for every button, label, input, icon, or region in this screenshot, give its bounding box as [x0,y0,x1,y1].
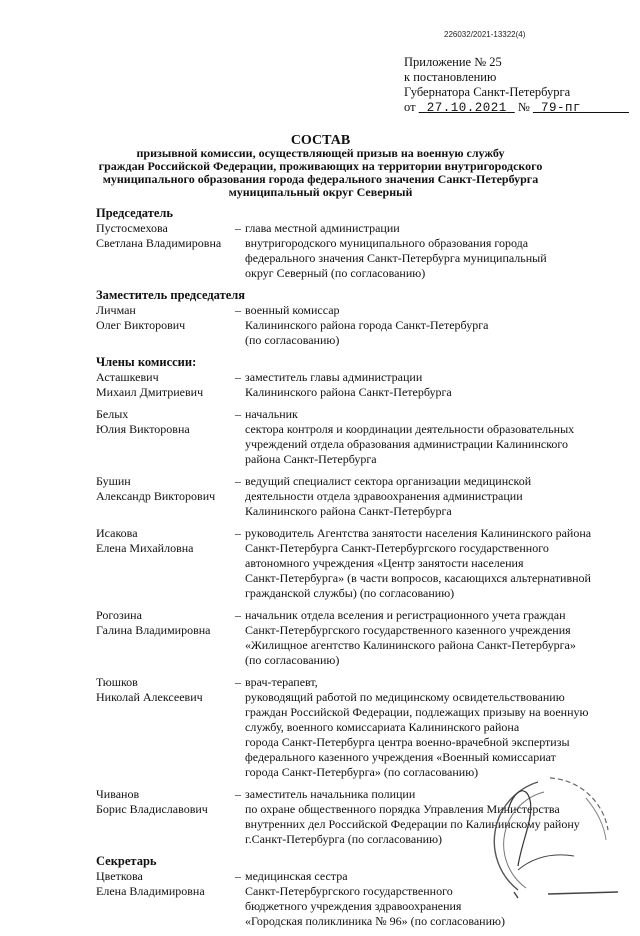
member-position-line: Калининского района Санкт-Петербурга [245,504,452,518]
member-position-line: граждан Российской Федерации, подлежащих призыву на военную [245,705,589,719]
member-position-line: Санкт-Петербурга Санкт-Петербургского государственного [245,541,549,555]
member-position [245,526,616,601]
member-position-line: медицинская сестра [245,869,348,883]
member-position [245,221,616,281]
member-row [96,675,616,780]
decree-number-value: 79-пг [540,101,581,115]
member-position-line: внутригородского муниципального образования города [245,236,529,250]
member-row [96,303,616,348]
member-position-line: города Санкт-Петербурга» (по согласованию) [245,765,479,779]
member-position-line: округ Северный (по согласованию) [245,266,426,280]
member-name-line: Пустосмехова [96,221,168,235]
member-position-line: (по согласованию) [245,333,340,347]
appendix-number: Приложение № 25 [404,55,502,69]
member-name [96,303,231,348]
member-position [245,303,616,348]
section-heading-deputy: Заместитель председателя [96,288,246,302]
member-position-line: Санкт-Петербургского государственного казенного учреждения [245,623,571,637]
member-position-line: автономного учреждения «Центр занятости населения [245,556,524,570]
member-row [96,526,616,601]
member-row [96,474,616,519]
dash-separator: – [235,608,241,622]
member-name-line: Галина Владимировна [96,623,211,637]
member-position-line: руководящий работой по медицинскому освидетельствованию [245,690,565,704]
dash-separator: – [235,787,241,801]
section-heading-members: Члены комиссии: [96,355,197,369]
member-position-line: деятельности отдела здравоохранения администрации [245,489,523,503]
member-name [96,869,231,929]
document-title: СОСТАВ [290,133,351,148]
decree-date [419,101,515,115]
member-name-line: Юлия Викторовна [96,422,190,436]
round-seal-stamp-icon [478,770,628,900]
member-position-line: военный комиссар [245,303,340,317]
member-name [96,608,231,668]
member-name-line: Асташкевич [96,370,159,384]
member-position [245,407,616,467]
document-subtitle [88,147,553,199]
member-name-line: Чиванов [96,787,140,801]
dash-separator: – [235,303,241,317]
member-position-line: руководитель Агентства занятости населения Калининского района [245,526,592,540]
member-name [96,370,231,400]
dash-separator: – [235,474,241,488]
member-name-line: Олег Викторович [96,318,186,332]
member-name-line: Тюшков [96,675,138,689]
member-position-line: города Санкт-Петербурга центра военно-врачебной экспертизы [245,735,570,749]
dash-separator: – [235,407,241,421]
member-name [96,787,231,847]
member-position-line: ведущий специалист сектора организации медицинской [245,474,532,488]
member-name-line: Борис Владиславович [96,802,208,816]
member-position-line: гражданской службы) (по согласованию) [245,586,455,600]
member-position-line: глава местной администрации [245,221,400,235]
member-position-line: (по согласованию) [245,653,340,667]
member-position-line: Санкт-Петербурга» (в части вопросов, касающихся альтернативной [245,571,591,585]
dash-separator: – [235,869,241,883]
date-prefix: от [404,100,416,114]
member-name-line: Елена Владимировна [96,884,205,898]
member-position-line: учреждений отдела образования администрации Калининского [245,437,569,451]
member-position-line: заместитель главы администрации [245,370,423,384]
member-name-line: Светлана Владимировна [96,236,222,250]
member-position-line: бюджетного учреждения здравоохранения [245,899,462,913]
member-name [96,474,231,519]
member-position-line: заместитель начальника полиции [245,787,416,801]
dash-separator: – [235,675,241,689]
member-position-line: Калининского района Санкт-Петербурга [245,385,452,399]
subtitle-line: муниципального образования города федерального значения Санкт-Петербурга [102,172,539,186]
member-name-line: Белых [96,407,129,421]
member-position-line: начальник [245,407,298,421]
section-heading-secretary: Секретарь [96,854,157,868]
member-name-line: Александр Викторович [96,489,216,503]
dash-separator: – [235,526,241,540]
appendix-block [404,55,629,116]
member-name [96,407,231,467]
decree-date-value: 27.10.2021 [426,101,507,115]
member-position-line: по охране общественного порядка Управления Министерства [245,802,560,816]
member-position-line: федерального казенного учреждения «Военный комиссариат [245,750,556,764]
member-row [96,370,616,400]
member-name-line: Цветкова [96,869,143,883]
member-name-line: Личман [96,303,136,317]
member-position-line: службу, военного комиссариата Калининского района [245,720,520,734]
member-name-line: Рогозина [96,608,142,622]
appendix-date-line [404,100,629,116]
member-position-line: начальник отдела вселения и регистрационного учета граждан [245,608,566,622]
member-name-line: Бушин [96,474,131,488]
member-row [96,407,616,467]
dash-separator: – [235,221,241,235]
member-name [96,675,231,780]
member-position [245,608,616,668]
decree-number [533,101,629,115]
dash-separator: – [235,370,241,384]
member-position-line: врач-терапевт, [245,675,318,689]
member-position [245,370,616,400]
member-position-line: сектора контроля и координации деятельности образовательных [245,422,575,436]
member-position-line: Санкт-Петербургского государственного [245,884,453,898]
subtitle-line: граждан Российской Федерации, проживающих на территории внутригородского [98,159,543,173]
member-name-line: Елена Михайловна [96,541,194,555]
subtitle-line: муниципальный округ Северный [228,185,413,199]
member-position-line: «Жилищное агентство Калининского района Санкт-Петербурга» [245,638,576,652]
member-name-line: Николай Алексеевич [96,690,203,704]
member-position-line: «Городская поликлиника № 96» (по согласованию) [245,914,505,928]
member-row [96,608,616,668]
member-name [96,526,231,601]
member-position-line: Калининского района города Санкт-Петербурга [245,318,489,332]
member-row [96,221,616,281]
member-name-line: Исакова [96,526,138,540]
member-name [96,221,231,281]
member-position-line: федерального значения Санкт-Петербурга муниципальный [245,251,547,265]
number-prefix: № [517,100,530,114]
section-heading-chair: Председатель [96,206,174,220]
member-position-line: района Санкт-Петербурга [245,452,377,466]
appendix-issuer: Губернатора Санкт-Петербурга [404,85,571,99]
appendix-reference: к постановлению [404,70,497,84]
member-position [245,474,616,519]
member-position-line: г.Санкт-Петербурга (по согласованию) [245,832,443,846]
subtitle-line: призывной комиссии, осуществляющей призыв на военную службу [136,146,505,160]
member-name-line: Михаил Дмитриевич [96,385,204,399]
member-position-line: внутренних дел Российской Федерации по Калининскому району [245,817,580,831]
member-position [245,675,616,780]
document-id: 226032/2021-13322(4) [444,30,526,39]
